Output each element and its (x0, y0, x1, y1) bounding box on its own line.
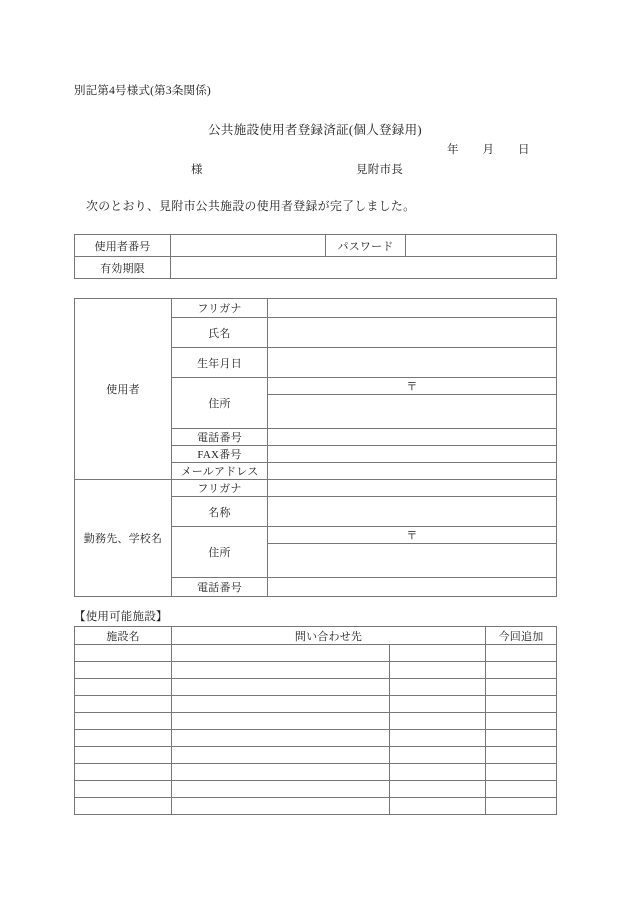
page-title: 公共施設使用者登録済証(個人登録用) (208, 123, 422, 137)
workplace-address-label: 住所 (172, 527, 268, 578)
user-phone-label: 電話番号 (172, 429, 268, 446)
table-row (75, 299, 557, 318)
cell-contact-a[interactable] (172, 764, 390, 781)
user-name-value[interactable] (268, 318, 557, 348)
workplace-section-label: 勤務先、学校名 (75, 480, 172, 597)
table-row (75, 747, 557, 764)
workplace-name-label: 名称 (172, 497, 268, 527)
cell-facility-name[interactable] (75, 713, 172, 730)
cell-contact-b[interactable] (390, 696, 486, 713)
date-day-label: 日 (518, 144, 530, 156)
cell-contact-a[interactable] (172, 696, 390, 713)
cell-contact-b[interactable] (390, 798, 486, 815)
table-row (75, 662, 557, 679)
cell-contact-a[interactable] (172, 645, 390, 662)
cell-added[interactable] (486, 713, 557, 730)
user-address-value[interactable] (268, 395, 557, 429)
table-row (75, 679, 557, 696)
user-fax-label: FAX番号 (172, 446, 268, 463)
cell-contact-b[interactable] (390, 662, 486, 679)
addressee-suffix: 様 (191, 164, 203, 176)
table-row (75, 713, 557, 730)
workplace-furigana-label: フリガナ (172, 480, 268, 497)
table-row (75, 645, 557, 662)
table-row (75, 764, 557, 781)
user-furigana-label: フリガナ (172, 299, 268, 318)
cell-facility-name[interactable] (75, 747, 172, 764)
cell-contact-a[interactable] (172, 713, 390, 730)
cell-facility-name[interactable] (75, 662, 172, 679)
cell-added[interactable] (486, 679, 557, 696)
column-header-added-this-time: 今回追加 (486, 627, 557, 645)
form-code: 別記第4号様式(第3条関係) (74, 85, 211, 97)
cell-added[interactable] (486, 798, 557, 815)
cell-contact-a[interactable] (172, 781, 390, 798)
password-label: パスワード (326, 235, 406, 257)
password-value[interactable] (406, 235, 557, 257)
registrant-table (74, 298, 557, 597)
cell-contact-b[interactable] (390, 764, 486, 781)
cell-added[interactable] (486, 781, 557, 798)
user-phone-value[interactable] (268, 429, 557, 446)
issuer-name: 見附市長 (356, 164, 404, 176)
user-fax-value[interactable] (268, 446, 557, 463)
cell-contact-b[interactable] (390, 747, 486, 764)
workplace-phone-value[interactable] (268, 578, 557, 597)
table-row (75, 730, 557, 747)
table-row (75, 480, 557, 497)
cell-contact-b[interactable] (390, 781, 486, 798)
table-row (75, 696, 557, 713)
facilities-table (74, 626, 557, 815)
table-row (75, 798, 557, 815)
workplace-furigana-value[interactable] (268, 480, 557, 497)
cell-facility-name[interactable] (75, 781, 172, 798)
table-row (75, 235, 557, 257)
cell-added[interactable] (486, 730, 557, 747)
workplace-address-value[interactable] (268, 544, 557, 578)
workplace-name-value[interactable] (268, 497, 557, 527)
cell-contact-b[interactable] (390, 730, 486, 747)
workplace-phone-label: 電話番号 (172, 578, 268, 597)
cell-contact-b[interactable] (390, 713, 486, 730)
table-row (75, 781, 557, 798)
cell-facility-name[interactable] (75, 679, 172, 696)
cell-contact-a[interactable] (172, 730, 390, 747)
expiry-label: 有効期限 (75, 257, 171, 279)
user-email-label: メールアドレス (172, 463, 268, 480)
date-line (447, 141, 530, 157)
cell-facility-name[interactable] (75, 798, 172, 815)
date-month-label: 月 (482, 144, 494, 156)
cell-added[interactable] (486, 696, 557, 713)
cell-contact-a[interactable] (172, 662, 390, 679)
facilities-heading: 【使用可能施設】 (74, 611, 168, 623)
cell-added[interactable] (486, 764, 557, 781)
cell-contact-b[interactable] (390, 679, 486, 696)
cell-facility-name[interactable] (75, 730, 172, 747)
lead-paragraph: 次のとおり、見附市公共施設の使用者登録が完了しました。 (86, 199, 416, 213)
account-table (74, 234, 557, 279)
user-birthdate-value[interactable] (268, 348, 557, 378)
cell-contact-a[interactable] (172, 798, 390, 815)
column-header-facility-name: 施設名 (75, 627, 172, 645)
user-birthdate-label: 生年月日 (172, 348, 268, 378)
cell-facility-name[interactable] (75, 696, 172, 713)
column-header-contact: 問い合わせ先 (172, 627, 486, 645)
expiry-value[interactable] (171, 257, 557, 279)
date-year-label: 年 (447, 144, 459, 156)
user-email-value[interactable] (268, 463, 557, 480)
cell-added[interactable] (486, 645, 557, 662)
workplace-address-postal-mark[interactable]: 〒 (268, 527, 557, 544)
table-header-row (75, 627, 557, 645)
cell-contact-a[interactable] (172, 747, 390, 764)
table-row (75, 257, 557, 279)
user-address-postal-mark[interactable]: 〒 (268, 378, 557, 395)
cell-added[interactable] (486, 662, 557, 679)
cell-added[interactable] (486, 747, 557, 764)
user-number-label: 使用者番号 (75, 235, 171, 257)
cell-contact-a[interactable] (172, 679, 390, 696)
cell-facility-name[interactable] (75, 764, 172, 781)
facilities-table-body (75, 645, 557, 815)
user-address-label: 住所 (172, 378, 268, 429)
cell-contact-b[interactable] (390, 645, 486, 662)
user-name-label: 氏名 (172, 318, 268, 348)
user-furigana-value[interactable] (268, 299, 557, 318)
user-section-label: 使用者 (75, 299, 172, 480)
user-number-value[interactable] (171, 235, 326, 257)
cell-facility-name[interactable] (75, 645, 172, 662)
